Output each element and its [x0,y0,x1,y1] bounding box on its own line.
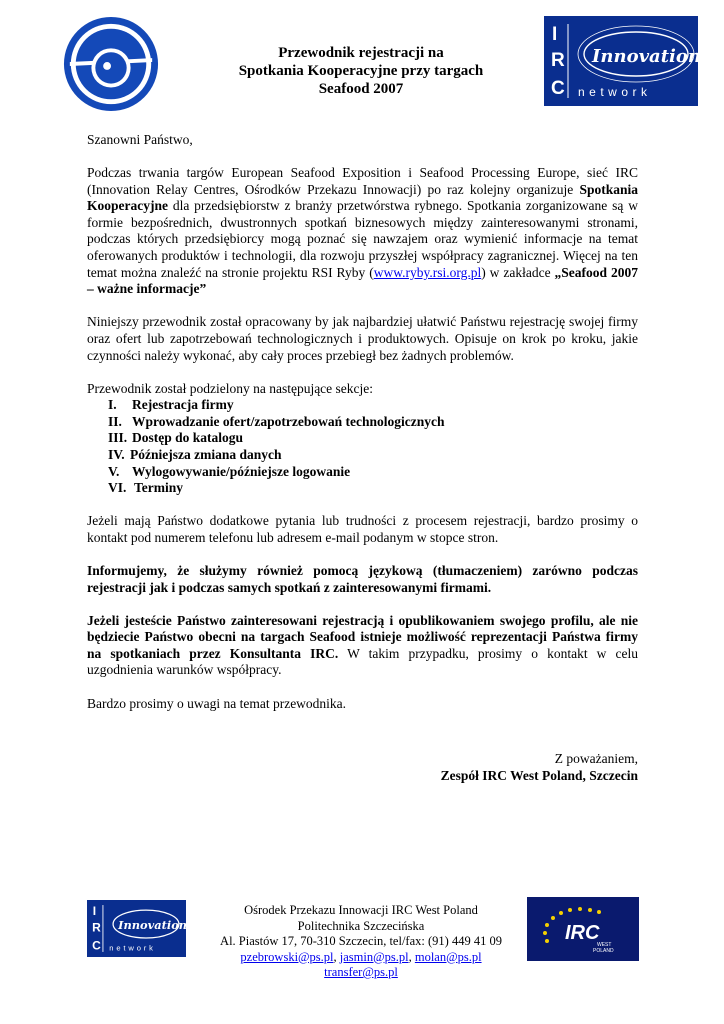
irc-west-poland-logo [527,897,639,961]
section-label: Dostęp do katalogu [132,430,244,446]
rsi-ryby-link[interactable]: www.ryby.rsi.org.pl [373,264,482,280]
title-line-1: Przewodnik rejestracji na [278,45,444,61]
irc-wp-text: IRC [565,922,600,944]
footer [200,903,522,981]
irc-logo-graphic [544,16,698,106]
section-item [87,430,638,447]
innovation-script: Innovation [592,46,698,67]
section-number: IV. [108,447,125,462]
sections-list [87,397,638,497]
footer-irc-letter-i: I [92,904,97,919]
west-text: WEST [597,942,612,948]
paragraph-contact: Jeżeli mają Państwo dodatkowe pytania lub trudności z procesem rejestracji, bardzo prosimy o kontakt pod numerem telefonu lub adresem e-mail podanym w stopce stron. [87,513,638,545]
section-label: Wprowadzanie ofert/zapotrzebowań technologicznych [132,413,445,429]
email-link-transfer[interactable]: transfer@ps.pl [324,965,398,979]
paragraph-guide: Niniejszy przewodnik został opracowany by jak najbardziej ułatwić Państwu rejestrację swojej firmy oraz ofert lub zapotrzebowań technologicznych i produktowych. Opisuje on krok po kroku, jakie czynności należy wykonać, aby cały proces przebiegł bez żadnych problemów. [87,314,638,363]
irc-letter-i: I [552,24,558,45]
footer-address: Al. Piastów 17, 70-310 Szczecin, tel/fax: (91) 449 41 09 [220,934,502,948]
section-item [87,397,638,414]
section-number: III. [108,430,128,446]
footer-irc-innovation-logo [87,900,186,957]
section-number: I. [108,397,117,413]
signature [87,768,638,785]
title-line-2: Spotkania Kooperacyjne przy targach [238,63,484,79]
section-number: V. [108,463,120,479]
title-line-3: Seafood 2007 [318,81,404,97]
email-separator: , [408,949,415,964]
email-link-molan[interactable]: molan@ps.pl [414,949,482,964]
intro-text-a: Podczas trwania targów European Seafood Exposition i Seafood Processing Europe, sieć IRC (Innovation Relay Centres, Ośrodków Przekazu Innowacji) po raz kolejny organizuje [87,165,638,197]
section-item [87,414,638,431]
letter-body [87,132,638,784]
closing: Z poważaniem, [554,751,638,767]
document-title [200,44,522,98]
section-item [87,480,638,497]
irc-west-poland-graphic [527,897,639,961]
paragraph-representation [87,613,638,679]
network-word: network [578,85,652,99]
footer-irc-letter-r: R [92,920,101,935]
footer-irc-letter-c: C [92,938,101,953]
poland-text: POLAND [593,948,614,954]
representation-text: W takim przypadku, prosimy o kontakt w celu uzgodnienia warunków współpracy. [87,645,638,678]
footer-university: Politechnika Szczecińska [297,918,425,933]
section-item [87,447,638,464]
footer-emails-2 [200,965,522,981]
intro-text-c: ) w zakładce [481,264,555,280]
section-label: Wylogowywanie/późniejsze logowanie [132,463,351,479]
language-help-bold: Informujemy, że służymy również pomocą językową (tłumaczeniem) zarówno podczas rejestracji jak i podczas samych spotkań z zainteresowanymi firmami. [87,562,638,595]
section-number: II. [108,413,122,429]
paragraph-feedback: Bardzo prosimy o uwagi na temat przewodnika. [87,695,347,711]
sections-intro: Przewodnik został podzielony na następujące sekcje: [87,380,374,396]
email-link-jasmin[interactable]: jasmin@ps.pl [339,949,409,964]
section-label: Późniejsza zmiana danych [130,447,282,462]
section-label: Rejestracja firmy [132,397,234,413]
signature-text: Zespół IRC West Poland, Szczecin [440,767,638,783]
irc-innovation-network-logo [544,16,698,106]
email-separator: , [333,949,340,964]
section-item [87,464,638,481]
footer-irc-logo-graphic [87,900,186,957]
paragraph-intro [87,165,638,298]
intro-text-b: dla przedsiębiorstw z branży przetwórstwa rybnego. Spotkania zorganizowane są w formie bezpośrednich, dwustronnych spotkań biznesowych między zainteresowanymi stronami, podczas których przedsiębiorcy mogą poznać się nawzajem oraz wymienić informacje na temat oferowanych produktów i technologii, dla rozwoju przyszłej współpracy zagranicznej. Więcej na ten temat można znaleźć na stronie projektu RSI Ryby ( [87,198,638,280]
paragraph-language-help [87,563,638,596]
irc-letter-c: C [551,78,565,99]
email-link-pzebrowski[interactable]: pzebrowski@ps.pl [240,949,334,964]
section-label: Terminy [134,480,184,496]
intro-bold-meetings: Spotkania Kooperacyjne [87,181,638,214]
footer-emails [200,950,522,966]
footer-network-word: network [109,943,156,953]
intro-bold-tab: „Seafood 2007 – ważne informacje” [87,264,638,297]
footer-org-name: Ośrodek Przekazu Innowacji IRC West Poland [244,903,478,917]
footer-innovation-script: Innovation [118,918,186,933]
circle-logo [62,15,160,113]
section-number: VI. [108,480,127,496]
greeting: Szanowni Państwo, [87,132,193,147]
representation-bold: Jeżeli jesteście Państwo zainteresowani rejestracją i opublikowaniem swojego profilu, ale nie będziecie Państwo obecni na targach Seafood istnieje możliwość reprezentacji Państwa firmy na spotkaniach przez Konsultanta IRC. [87,612,638,661]
irc-letter-r: R [551,50,565,71]
